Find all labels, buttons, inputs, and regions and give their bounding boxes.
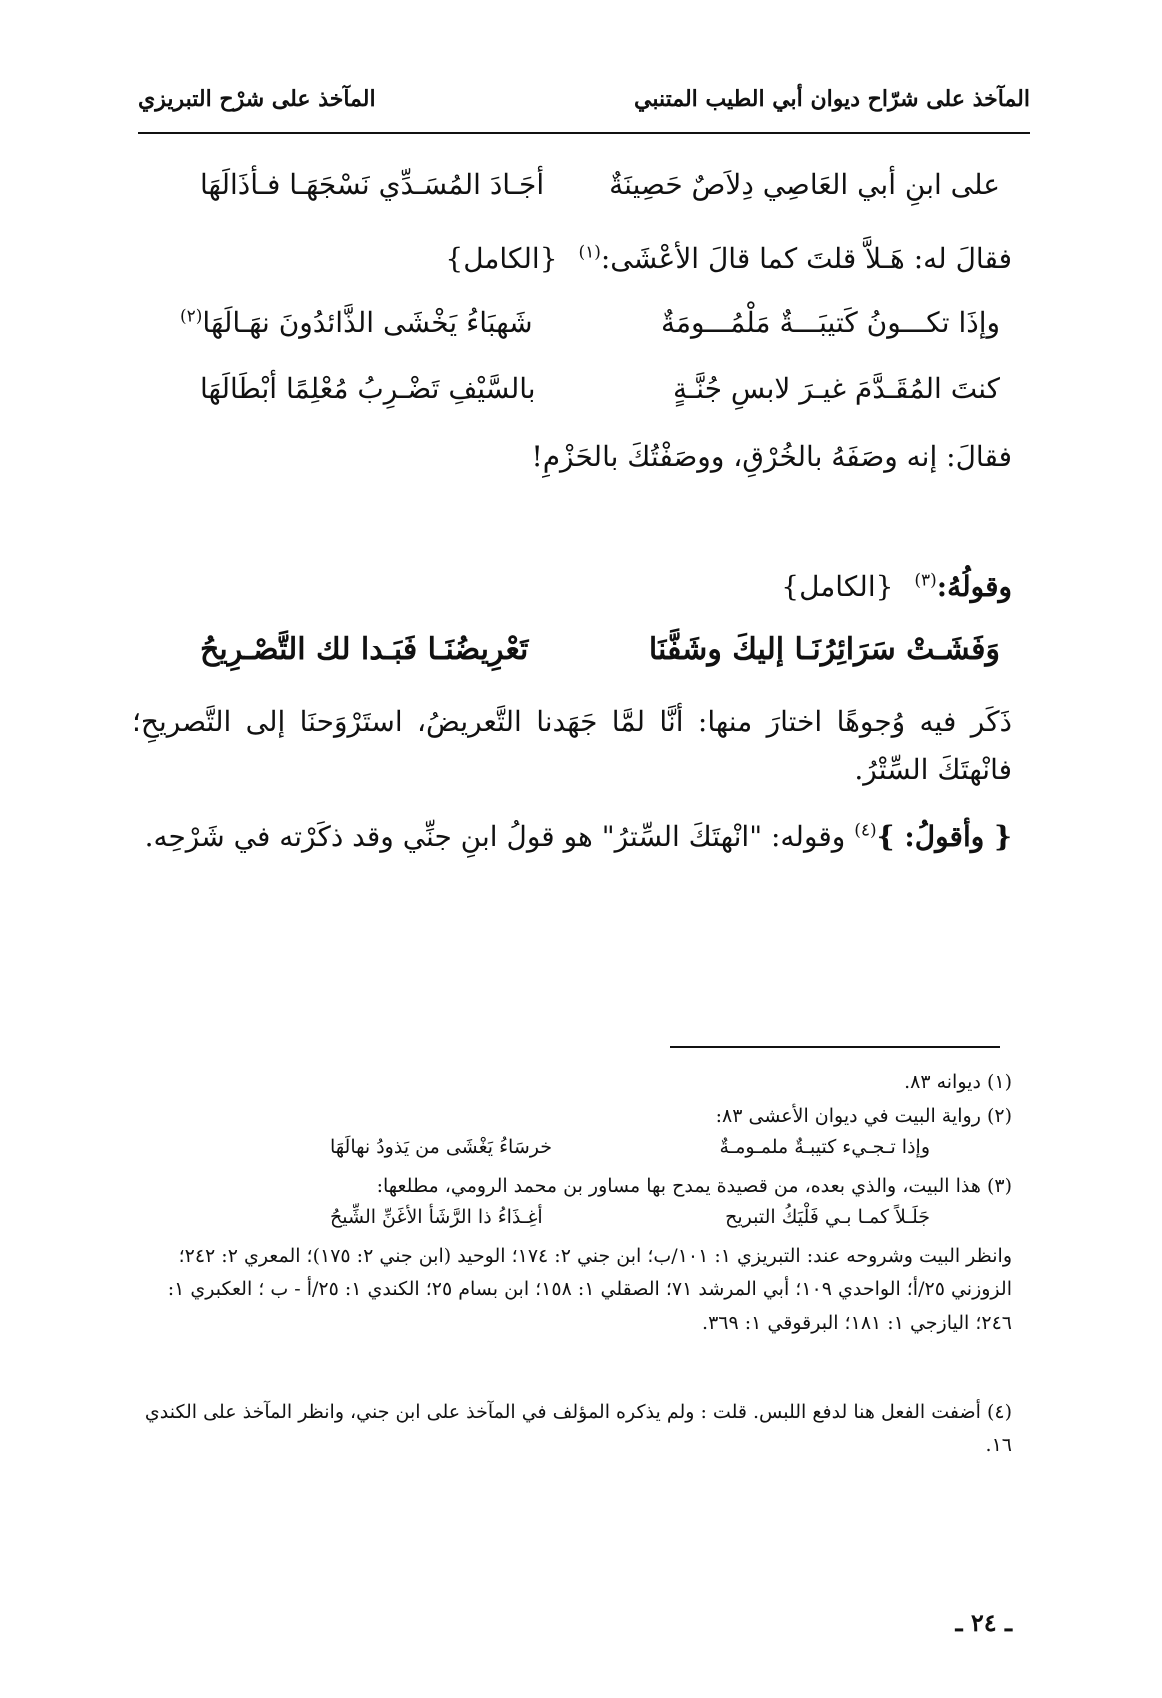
running-header [138, 86, 1030, 134]
meter-label-1: {الكامل} [445, 242, 558, 275]
footnote-3: (٣) هذا البيت، والذي بعده، من قصيدة يمدح بها مساور بن محمد الرومي، مطلعها: [376, 1175, 1012, 1197]
prose-line-1 [445, 242, 1012, 275]
footnote-4: (٤) أضفت الفعل هنا لدفع اللبس. قلت : ولم يذكره المؤلف في المآخذ على ابن جني، وانظر المآخذ على الكندي ١٦. [144, 1401, 1012, 1457]
author-remark-label: { وأقولُ: } [876, 820, 1012, 853]
verse-4-second-hemistich: تَعْرِيضُنَـا فَبَـدا لك التَّصْـرِيحُ [200, 632, 529, 667]
page-number: ـ ٢٤ ـ [955, 1608, 1012, 1637]
verse-4-first-hemistich: وَفَشَـتْ سَرَائِرُنَـا إليكَ وشَفَّنَا [648, 632, 1000, 667]
footnote-separator [670, 1046, 1000, 1048]
footnote-3-verse-second: أغِـذَاءُ ذا الرَّشَأ الأغَنِّ الشِّيحُ [330, 1206, 543, 1228]
verse-3 [150, 372, 1000, 422]
verse-1-first-hemistich: على ابنِ أبي العَاصِي دِلاَصٌ حَصِينَةٌ [609, 168, 1000, 201]
verse-3-first-hemistich: كنتَ المُقَـدَّمَ غيـرَ لابسِ جُنَّـةٍ [673, 372, 1000, 405]
prose-line-1-text: فقالَ له: هَـلاَّ قلتَ كما قالَ الأعْشَى: [600, 242, 1012, 275]
meter-label-2: {الكامل} [781, 570, 894, 603]
footnote-1: (١) ديوانه ٨٣. [904, 1071, 1012, 1093]
footnote-3-references: وانظر البيت وشروحه عند: التبريزي ١: ١٠١/ب؛ ابن جني ٢: ١٧٤؛ الوحيد (ابن جني ٢: ١٧٥)؛ المعري ٢: ٢٤٢؛ الزوزني ٢٥/أ؛ الواحدي ١٠٩؛ أبي المرشد ٧١؛ الصقلي ١: ١٥٨؛ ابن بسام ٢٥؛ الكندي ١: ٢٥/أ - ب ؛ العكبري ١: ٢٤٦؛ اليازجي ١: ١٨١؛ البرقوقي ١: ٣٦٩. [167, 1245, 1012, 1334]
footnote-ref-1: (١) [578, 242, 601, 263]
verse-3-second-hemistich: بالسَّيْفِ تَضْـرِبُ مُعْلِمًا أبْطَالَهَا [200, 372, 536, 405]
verse-1 [150, 168, 1000, 218]
verse-1-second-hemistich: أجَـادَ المُسَـدِّي نَسْجَهَـا فـأذَالَهَا [200, 168, 545, 201]
verse-2-second-hemistich: شَهبَاءُ يَخْشَى الذَّائدُونَ نهَـالَهَا$^{(٢)}$ [180, 306, 533, 339]
footnote-ref-2: (٢) [180, 306, 203, 327]
commentary-paragraph: ذَكَر فيه وُجوهًا اختارَ منها: أنَّا لمَّا جَهَدنا التَّعريضُ، استَرْوَحنَا إلى التَّصريحِ؛ فانْهتَكَ السِّتْرُ. [132, 705, 1012, 786]
verse-intro-label: وقولُهُ: [936, 570, 1012, 603]
verse-2-first-hemistich: وإذَا تكـــونُ كَتيبَـــةٌ مَلْمُـــومَةٌ [661, 306, 1000, 339]
header-section-title: المآخذ على شرْح التبريزي [138, 86, 376, 112]
footnote-2: (٢) رواية البيت في ديوان الأعشى ٨٣: [715, 1105, 1012, 1127]
footnote-ref-3: (٣) [914, 570, 937, 591]
verse-4 [150, 632, 1000, 682]
author-remark [145, 820, 1012, 853]
footnote-3-verse-first: جَلَـلاً كمـا بـي فَلْيَكُ التبريح [725, 1206, 930, 1228]
footnote-ref-4: (٤) [854, 820, 877, 841]
prose-line-3 [781, 570, 1012, 603]
header-book-title: المآخذ على شرّاح ديوان أبي الطيب المتنبي [634, 86, 1030, 112]
author-remark-text: وقوله: "انْهتَكَ السِّترُ" هو قولُ ابنِ جنِّي وقد ذكَرْته في شَرْحِه. [144, 820, 846, 853]
prose-line-2: فقالَ: إنه وصَفَهُ بالخُرْقِ، ووصَفْتُكَ بالحَزْمِ! [531, 440, 1012, 473]
verse-2 [150, 306, 1000, 356]
footnote-2-verse-first: وإذا تـجـيء كتيبـةٌ ملمـومـةٌ [719, 1136, 930, 1158]
footnote-2-verse-second: خرسَاءُ يَغْشَى من يَذودُ نهالَهَا [330, 1136, 552, 1158]
